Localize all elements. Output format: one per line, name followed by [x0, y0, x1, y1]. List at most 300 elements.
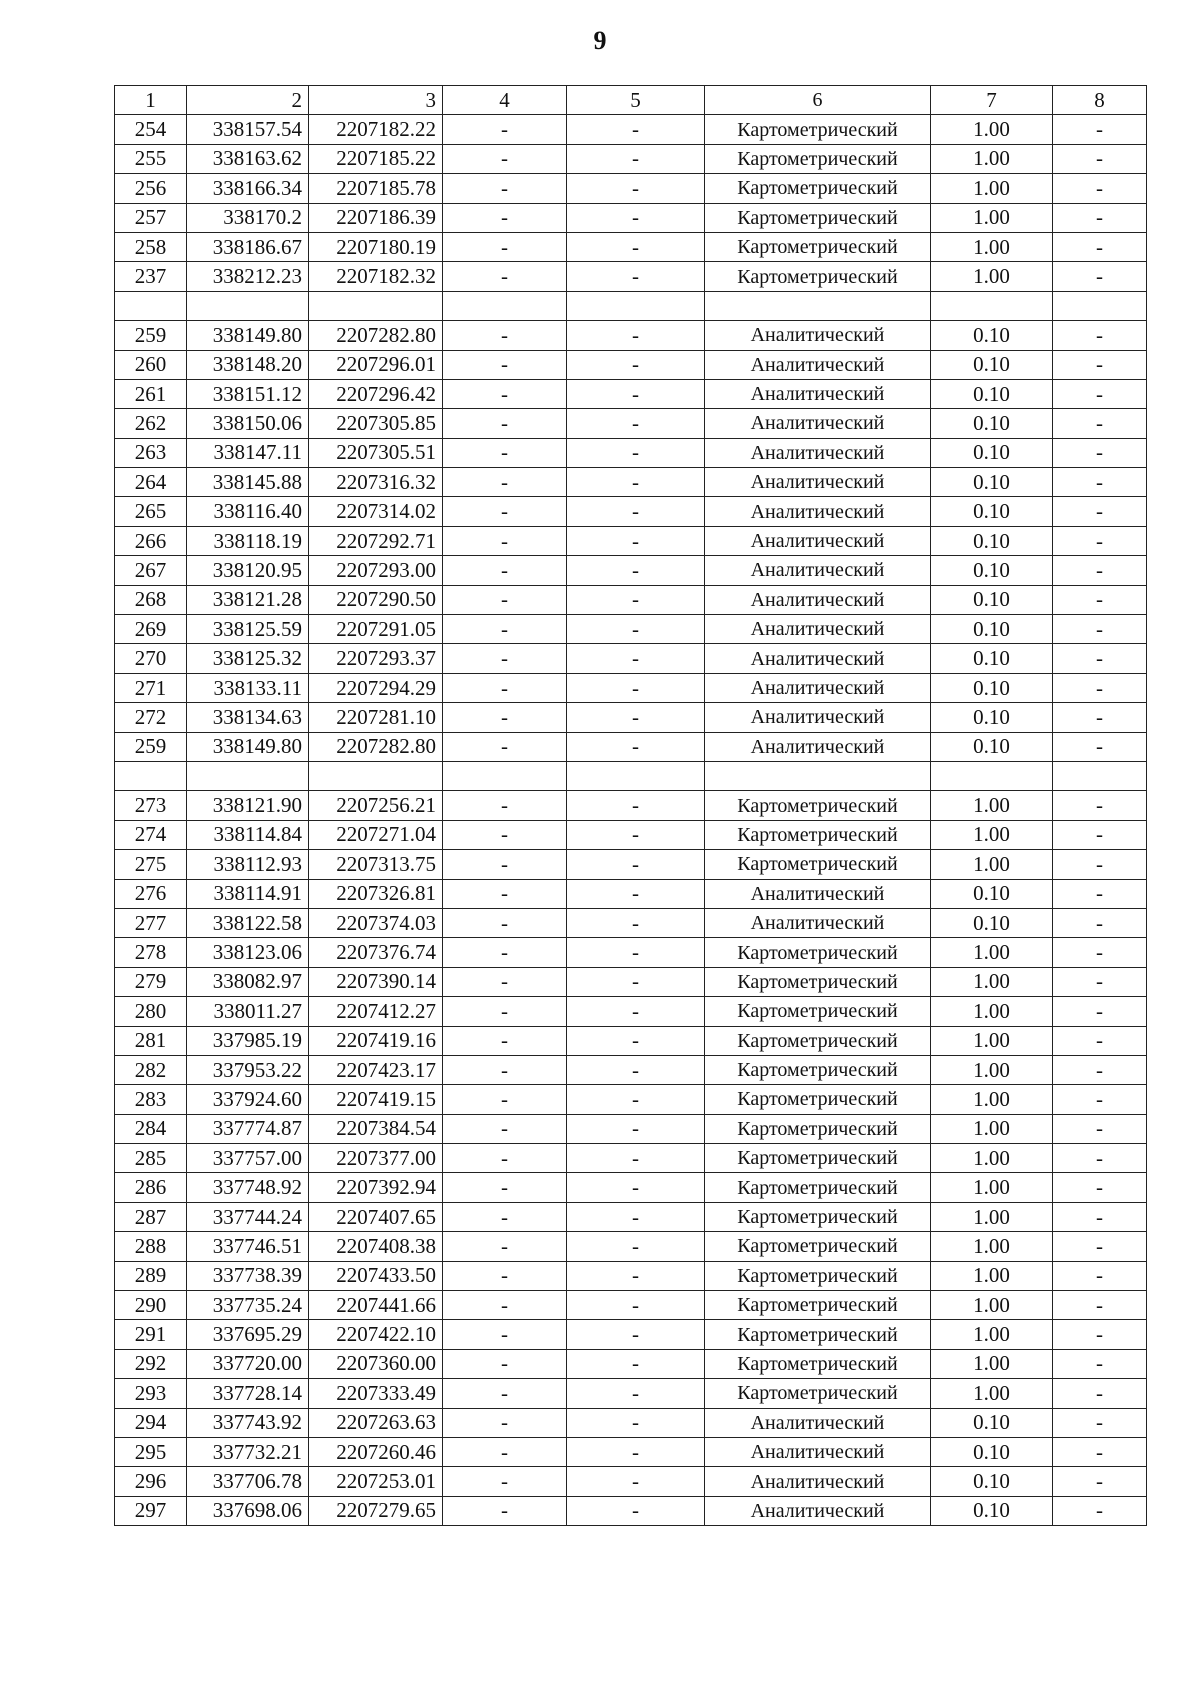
table-cell: -: [1053, 203, 1147, 232]
table-cell: Картометрический: [705, 203, 931, 232]
table-cell: 2207260.46: [309, 1437, 443, 1466]
table-cell: 337695.29: [187, 1320, 309, 1349]
table-cell: 270: [115, 644, 187, 673]
table-cell: 297: [115, 1496, 187, 1525]
table-cell: -: [443, 1408, 567, 1437]
table-cell: -: [1053, 174, 1147, 203]
table-cell: Аналитический: [705, 1496, 931, 1525]
table-cell: -: [1053, 1232, 1147, 1261]
table-cell: 0.10: [931, 879, 1053, 908]
table-cell: -: [443, 1026, 567, 1055]
table-cell: 276: [115, 879, 187, 908]
table-cell: 2207333.49: [309, 1379, 443, 1408]
table-cell: 2207281.10: [309, 703, 443, 732]
table-cell: 337728.14: [187, 1379, 309, 1408]
table-cell: Аналитический: [705, 497, 931, 526]
table-cell: Картометрический: [705, 262, 931, 291]
table-cell: -: [443, 1467, 567, 1496]
table-cell: 1.00: [931, 1114, 1053, 1143]
table-cell: 261: [115, 379, 187, 408]
table-cell: -: [567, 820, 705, 849]
table-cell: Картометрический: [705, 850, 931, 879]
table-cell: -: [567, 615, 705, 644]
table-cell: Картометрический: [705, 1173, 931, 1202]
table-cell: [1053, 761, 1147, 790]
table-cell: 337735.24: [187, 1291, 309, 1320]
table-cell: -: [1053, 1085, 1147, 1114]
table-row: [115, 1144, 1147, 1173]
table-cell: 1.00: [931, 1261, 1053, 1290]
table-cell: Аналитический: [705, 468, 931, 497]
table-row: [115, 1291, 1147, 1320]
table-cell: 2207279.65: [309, 1496, 443, 1525]
table-cell: 2207256.21: [309, 791, 443, 820]
table-cell: -: [1053, 1467, 1147, 1496]
table-cell: 268: [115, 585, 187, 614]
table-cell: -: [1053, 732, 1147, 761]
table-cell: -: [1053, 1379, 1147, 1408]
table-cell: 2207294.29: [309, 673, 443, 702]
table-cell: 337732.21: [187, 1437, 309, 1466]
table-cell: 288: [115, 1232, 187, 1261]
table-row: [115, 468, 1147, 497]
table-row: [115, 791, 1147, 820]
table-cell: -: [1053, 1114, 1147, 1143]
table-row: [115, 174, 1147, 203]
table-cell: 286: [115, 1173, 187, 1202]
table-cell: -: [1053, 526, 1147, 555]
table-cell: Картометрический: [705, 791, 931, 820]
table-cell: 289: [115, 1261, 187, 1290]
table-cell: Картометрический: [705, 1085, 931, 1114]
table-cell: -: [1053, 967, 1147, 996]
table-cell: Аналитический: [705, 350, 931, 379]
table-cell: -: [567, 1202, 705, 1231]
table-cell: 2207407.65: [309, 1202, 443, 1231]
table-cell: 278: [115, 938, 187, 967]
table-cell: 1.00: [931, 1144, 1053, 1173]
table-row: [115, 1379, 1147, 1408]
column-header: 8: [1053, 86, 1147, 115]
table-cell: Аналитический: [705, 879, 931, 908]
table-cell: 274: [115, 820, 187, 849]
table-cell: 1.00: [931, 791, 1053, 820]
table-cell: 0.10: [931, 350, 1053, 379]
table-cell: 275: [115, 850, 187, 879]
table-cell: Картометрический: [705, 1320, 931, 1349]
table-row: [115, 1114, 1147, 1143]
table-cell: 337748.92: [187, 1173, 309, 1202]
table-cell: 2207293.00: [309, 556, 443, 585]
table-cell: Аналитический: [705, 438, 931, 467]
table-cell: -: [567, 1437, 705, 1466]
table-cell: -: [1053, 908, 1147, 937]
table-cell: 260: [115, 350, 187, 379]
table-cell: -: [443, 262, 567, 291]
table-cell: Картометрический: [705, 232, 931, 261]
table-cell: 256: [115, 174, 187, 203]
table-cell: -: [443, 379, 567, 408]
table-cell: 2207182.32: [309, 262, 443, 291]
table-cell: 2207377.00: [309, 1144, 443, 1173]
table-cell: -: [443, 1496, 567, 1525]
table-cell: 267: [115, 556, 187, 585]
table-cell: [443, 291, 567, 320]
column-header: 7: [931, 86, 1053, 115]
column-header: 3: [309, 86, 443, 115]
table-cell: 1.00: [931, 820, 1053, 849]
table-cell: 2207412.27: [309, 997, 443, 1026]
table-cell: -: [1053, 1437, 1147, 1466]
table-cell: -: [443, 820, 567, 849]
table-cell: 1.00: [931, 1085, 1053, 1114]
table-cell: -: [1053, 1496, 1147, 1525]
table-cell: 2207433.50: [309, 1261, 443, 1290]
table-cell: -: [443, 203, 567, 232]
table-cell: 1.00: [931, 967, 1053, 996]
table-cell: 338082.97: [187, 967, 309, 996]
table-cell: 338151.12: [187, 379, 309, 408]
table-cell: -: [1053, 879, 1147, 908]
table-cell: 271: [115, 673, 187, 702]
table-cell: 1.00: [931, 850, 1053, 879]
table-cell: Аналитический: [705, 1467, 931, 1496]
table-row: [115, 1261, 1147, 1290]
table-cell: 337706.78: [187, 1467, 309, 1496]
table-row: [115, 556, 1147, 585]
table-row: [115, 879, 1147, 908]
table-cell: -: [443, 644, 567, 673]
table-cell: 338120.95: [187, 556, 309, 585]
table-cell: Аналитический: [705, 732, 931, 761]
table-cell: -: [443, 350, 567, 379]
table-row: [115, 115, 1147, 144]
table-cell: [1053, 291, 1147, 320]
table-cell: -: [567, 1055, 705, 1084]
table-cell: -: [1053, 1026, 1147, 1055]
table-row: [115, 144, 1147, 173]
table-cell: 262: [115, 409, 187, 438]
table-row: [115, 615, 1147, 644]
table-row: [115, 1232, 1147, 1261]
table-cell: -: [443, 703, 567, 732]
table-cell: [187, 761, 309, 790]
table-cell: 338163.62: [187, 144, 309, 173]
table-cell: -: [443, 1291, 567, 1320]
table-cell: -: [567, 703, 705, 732]
table-cell: -: [443, 1320, 567, 1349]
table-row: [115, 1408, 1147, 1437]
table-cell: 1.00: [931, 1349, 1053, 1378]
table-cell: -: [1053, 644, 1147, 673]
table-row: [115, 1467, 1147, 1496]
table-cell: -: [567, 908, 705, 937]
table-cell: 337746.51: [187, 1232, 309, 1261]
table-cell: -: [443, 615, 567, 644]
table-cell: -: [567, 791, 705, 820]
table-cell: 263: [115, 438, 187, 467]
table-cell: [115, 291, 187, 320]
table-cell: 293: [115, 1379, 187, 1408]
table-cell: -: [567, 1114, 705, 1143]
table-row: [115, 820, 1147, 849]
table-cell: Аналитический: [705, 908, 931, 937]
table-cell: 338118.19: [187, 526, 309, 555]
table-cell: 338133.11: [187, 673, 309, 702]
table-cell: -: [443, 468, 567, 497]
coordinates-table: [114, 85, 1147, 1526]
table-cell: 2207291.05: [309, 615, 443, 644]
table-cell: -: [567, 497, 705, 526]
table-cell: 2207316.32: [309, 468, 443, 497]
table-cell: 338149.80: [187, 732, 309, 761]
column-header: 2: [187, 86, 309, 115]
table-row: [115, 644, 1147, 673]
table-cell: -: [1053, 438, 1147, 467]
table-row: [115, 850, 1147, 879]
table-cell: 1.00: [931, 938, 1053, 967]
table-cell: 0.10: [931, 585, 1053, 614]
column-header: 1: [115, 86, 187, 115]
table-cell: 337738.39: [187, 1261, 309, 1290]
table-cell: [115, 761, 187, 790]
table-cell: -: [443, 1437, 567, 1466]
table-cell: -: [567, 1085, 705, 1114]
table-cell: 280: [115, 997, 187, 1026]
table-cell: -: [567, 556, 705, 585]
table-cell: 2207423.17: [309, 1055, 443, 1084]
table-cell: 0.10: [931, 497, 1053, 526]
table-cell: -: [443, 908, 567, 937]
table-cell: -: [567, 1144, 705, 1173]
table-cell: -: [1053, 1261, 1147, 1290]
table-cell: -: [567, 232, 705, 261]
table-cell: 269: [115, 615, 187, 644]
table-row: [115, 908, 1147, 937]
table-cell: 272: [115, 703, 187, 732]
table-cell: 254: [115, 115, 187, 144]
table-cell: -: [443, 526, 567, 555]
table-cell: -: [567, 938, 705, 967]
table-cell: 338112.93: [187, 850, 309, 879]
table-cell: [567, 761, 705, 790]
table-cell: 2207293.37: [309, 644, 443, 673]
table-row: [115, 585, 1147, 614]
table-cell: 337720.00: [187, 1349, 309, 1378]
table-cell: -: [443, 174, 567, 203]
table-cell: 2207384.54: [309, 1114, 443, 1143]
table-cell: 1.00: [931, 1055, 1053, 1084]
separator-row: [115, 291, 1147, 320]
table-cell: Картометрический: [705, 820, 931, 849]
table-cell: 0.10: [931, 615, 1053, 644]
table-cell: -: [1053, 673, 1147, 702]
table-cell: 0.10: [931, 321, 1053, 350]
table-cell: Аналитический: [705, 585, 931, 614]
table-cell: -: [567, 174, 705, 203]
table-cell: -: [443, 1173, 567, 1202]
table-row: [115, 232, 1147, 261]
table-row: [115, 1202, 1147, 1231]
table-cell: 2207182.22: [309, 115, 443, 144]
table-row: [115, 673, 1147, 702]
table-cell: 2207180.19: [309, 232, 443, 261]
table-row: [115, 526, 1147, 555]
table-cell: 1.00: [931, 115, 1053, 144]
table-cell: 273: [115, 791, 187, 820]
table-cell: 257: [115, 203, 187, 232]
table-cell: Аналитический: [705, 644, 931, 673]
table-cell: 277: [115, 908, 187, 937]
table-row: [115, 203, 1147, 232]
table-cell: -: [1053, 1320, 1147, 1349]
table-cell: 2207360.00: [309, 1349, 443, 1378]
table-row: [115, 321, 1147, 350]
table-cell: 2207314.02: [309, 497, 443, 526]
table-cell: 0.10: [931, 1467, 1053, 1496]
table-cell: Картометрический: [705, 1261, 931, 1290]
table-cell: -: [1053, 1144, 1147, 1173]
table-cell: Аналитический: [705, 615, 931, 644]
table-cell: Аналитический: [705, 321, 931, 350]
table-cell: 281: [115, 1026, 187, 1055]
table-cell: 265: [115, 497, 187, 526]
table-cell: 338123.06: [187, 938, 309, 967]
table-cell: -: [567, 203, 705, 232]
table-cell: 292: [115, 1349, 187, 1378]
table-cell: [443, 761, 567, 790]
table-cell: -: [567, 409, 705, 438]
table-cell: Аналитический: [705, 409, 931, 438]
table-cell: 0.10: [931, 438, 1053, 467]
table-cell: Картометрический: [705, 1114, 931, 1143]
table-cell: -: [443, 1232, 567, 1261]
table-cell: 255: [115, 144, 187, 173]
table-cell: 291: [115, 1320, 187, 1349]
table-cell: Картометрический: [705, 1232, 931, 1261]
table-cell: 279: [115, 967, 187, 996]
table-cell: 285: [115, 1144, 187, 1173]
table-cell: 0.10: [931, 556, 1053, 585]
table-cell: 338125.59: [187, 615, 309, 644]
table-cell: 2207185.78: [309, 174, 443, 203]
table-row: [115, 703, 1147, 732]
table-cell: 2207392.94: [309, 1173, 443, 1202]
table-cell: 338186.67: [187, 232, 309, 261]
table-cell: -: [567, 350, 705, 379]
table-header: [115, 86, 1147, 115]
table-cell: -: [567, 732, 705, 761]
table-cell: Аналитический: [705, 1437, 931, 1466]
table-cell: 2207305.85: [309, 409, 443, 438]
table-cell: 338145.88: [187, 468, 309, 497]
table-cell: -: [1053, 938, 1147, 967]
table-cell: Картометрический: [705, 174, 931, 203]
table-cell: 1.00: [931, 1232, 1053, 1261]
table-cell: -: [443, 144, 567, 173]
table-cell: 2207296.01: [309, 350, 443, 379]
column-header: 5: [567, 86, 705, 115]
table-cell: [931, 761, 1053, 790]
column-header: 6: [705, 86, 931, 115]
table-cell: -: [1053, 409, 1147, 438]
table-cell: 0.10: [931, 526, 1053, 555]
table-cell: 2207390.14: [309, 967, 443, 996]
table-cell: 0.10: [931, 703, 1053, 732]
table-cell: -: [443, 585, 567, 614]
table-cell: 282: [115, 1055, 187, 1084]
table-cell: -: [1053, 262, 1147, 291]
table-cell: -: [443, 938, 567, 967]
table-cell: 338011.27: [187, 997, 309, 1026]
table-cell: -: [1053, 997, 1147, 1026]
table-cell: -: [567, 879, 705, 908]
table-cell: Аналитический: [705, 556, 931, 585]
table-row: [115, 1349, 1147, 1378]
table-cell: 296: [115, 1467, 187, 1496]
table-cell: -: [567, 321, 705, 350]
table-cell: [309, 761, 443, 790]
table-cell: Картометрический: [705, 144, 931, 173]
table-cell: 2207441.66: [309, 1291, 443, 1320]
separator-row: [115, 761, 1147, 790]
table-cell: -: [443, 321, 567, 350]
table-cell: 337744.24: [187, 1202, 309, 1231]
table-row: [115, 997, 1147, 1026]
table-cell: 264: [115, 468, 187, 497]
table-cell: -: [567, 115, 705, 144]
table-cell: -: [1053, 350, 1147, 379]
table-cell: -: [1053, 615, 1147, 644]
table-cell: 2207185.22: [309, 144, 443, 173]
table-cell: 266: [115, 526, 187, 555]
table-cell: Картометрический: [705, 997, 931, 1026]
table-cell: 2207282.80: [309, 732, 443, 761]
table-cell: -: [1053, 791, 1147, 820]
table-row: [115, 938, 1147, 967]
table-cell: Аналитический: [705, 673, 931, 702]
table-cell: [187, 291, 309, 320]
table-cell: 0.10: [931, 673, 1053, 702]
table-cell: 2207292.71: [309, 526, 443, 555]
table-cell: -: [1053, 1408, 1147, 1437]
table-cell: 2207408.38: [309, 1232, 443, 1261]
table-cell: 294: [115, 1408, 187, 1437]
table-cell: -: [1053, 321, 1147, 350]
table-cell: 338149.80: [187, 321, 309, 350]
table-cell: 0.10: [931, 409, 1053, 438]
table-cell: -: [443, 556, 567, 585]
table-cell: 283: [115, 1085, 187, 1114]
table-cell: -: [443, 1114, 567, 1143]
table-cell: 338114.91: [187, 879, 309, 908]
table-cell: -: [443, 1085, 567, 1114]
table-row: [115, 1026, 1147, 1055]
table-cell: -: [443, 1144, 567, 1173]
table-cell: 287: [115, 1202, 187, 1231]
table-cell: -: [443, 967, 567, 996]
table-cell: 237: [115, 262, 187, 291]
table-cell: 337924.60: [187, 1085, 309, 1114]
table-cell: -: [1053, 850, 1147, 879]
table-row: [115, 1496, 1147, 1525]
table-cell: Картометрический: [705, 1202, 931, 1231]
table-cell: -: [1053, 1349, 1147, 1378]
table-cell: Картометрический: [705, 1144, 931, 1173]
table-cell: -: [567, 379, 705, 408]
table-cell: -: [1053, 232, 1147, 261]
table-cell: 2207374.03: [309, 908, 443, 937]
